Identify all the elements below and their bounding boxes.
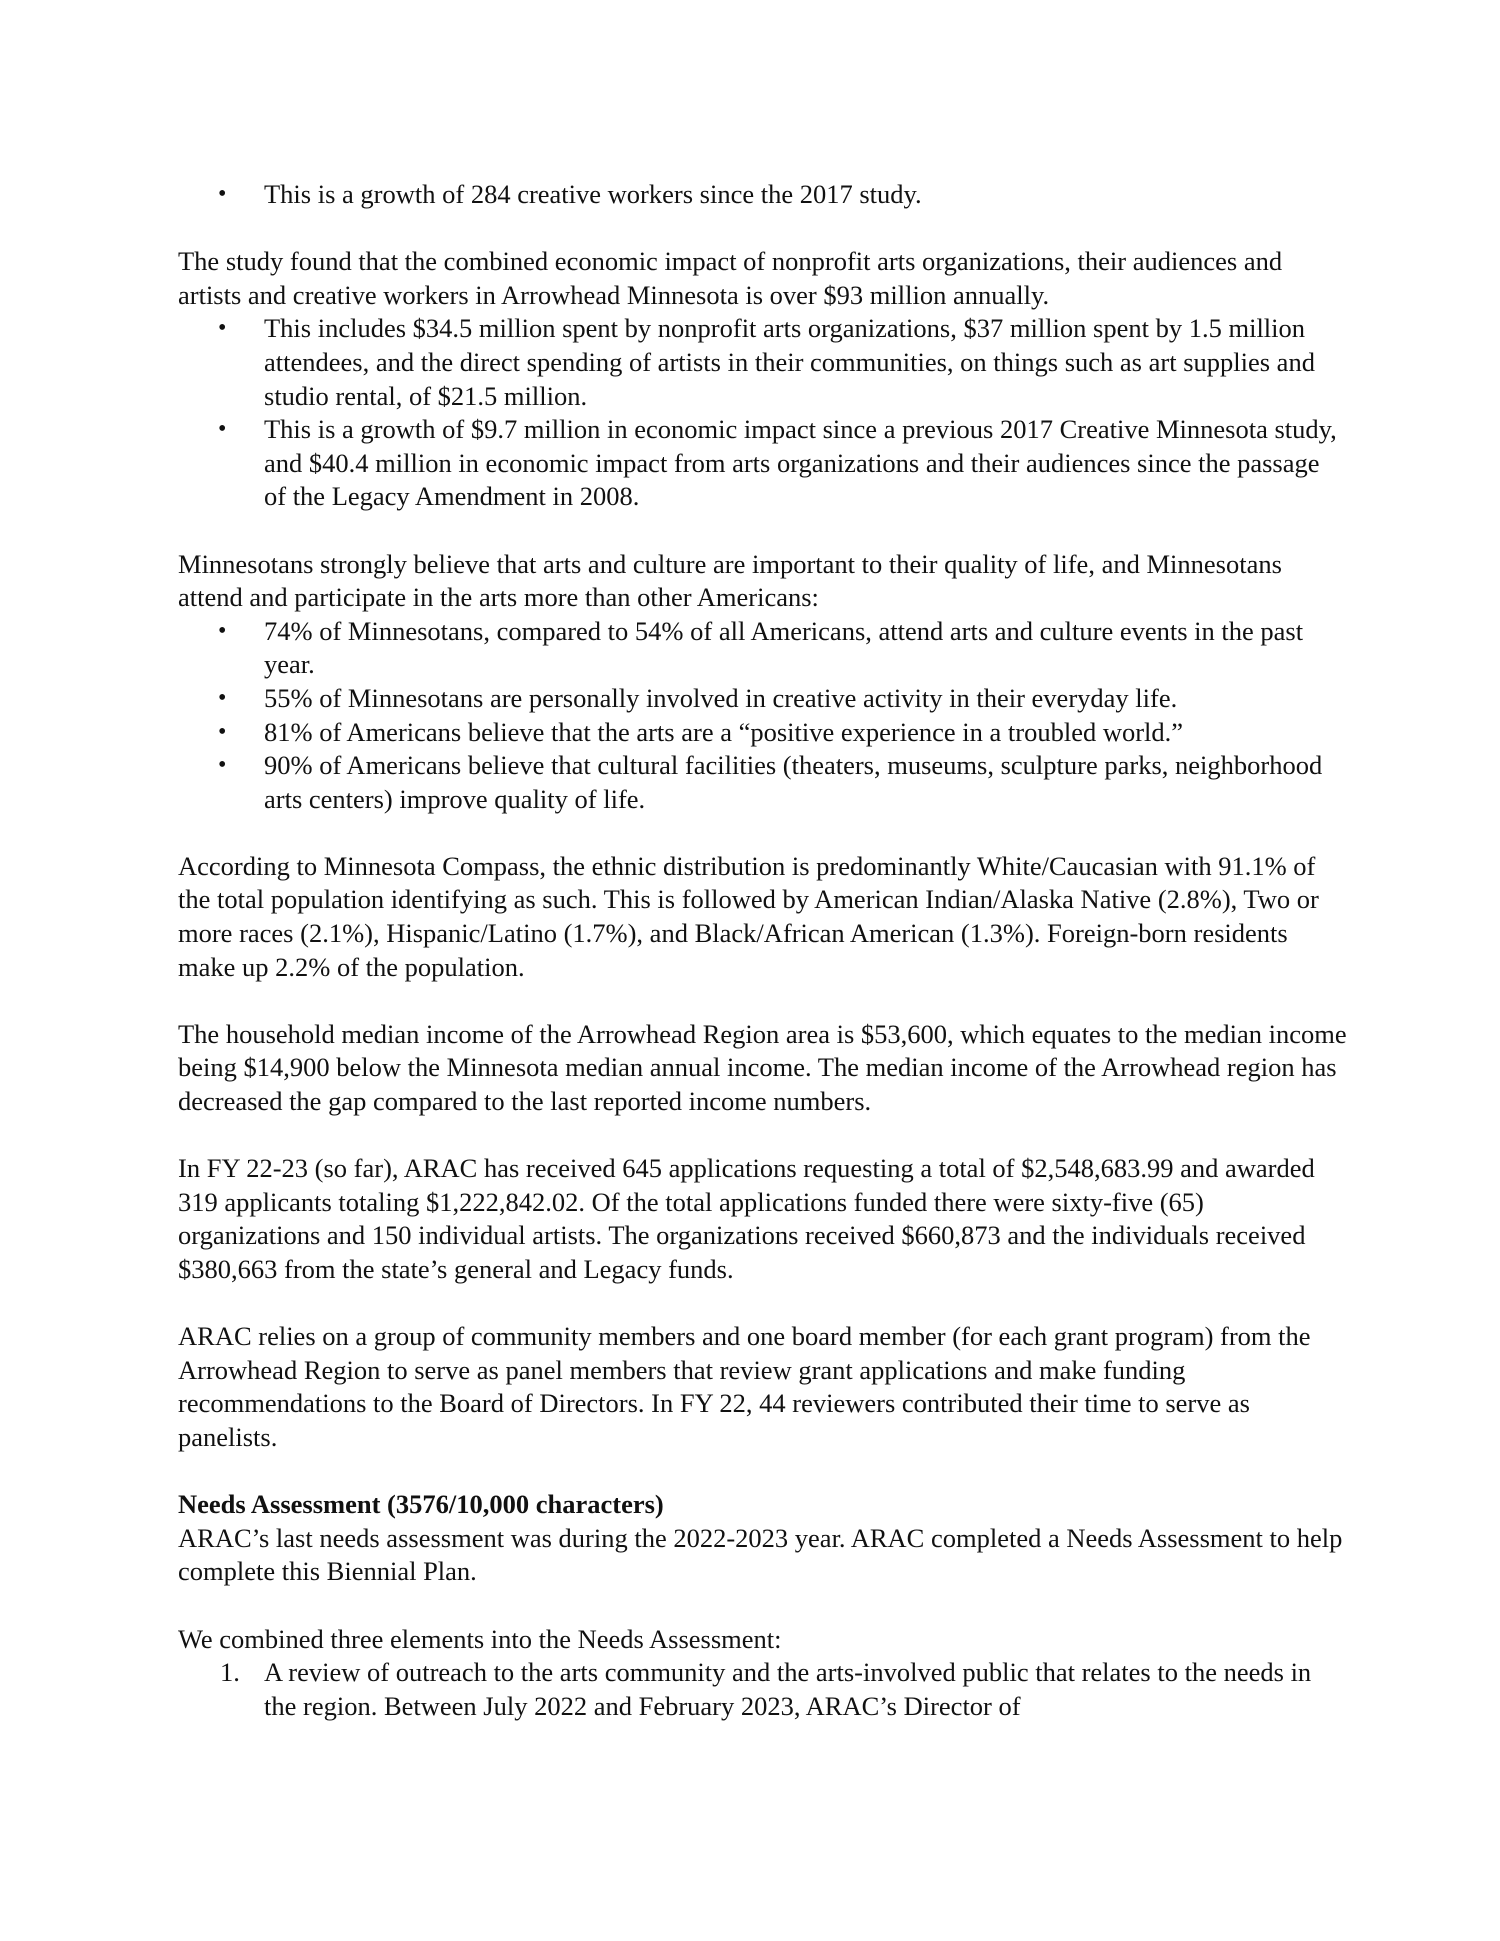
bullet-marker: •: [218, 416, 227, 443]
paragraph-economic-impact: The study found that the combined economic impact of nonprofit arts organizations, their audiences and artists and creative workers in Arrowhead Minnesota is over $93 million annually.: [178, 246, 1283, 310]
paragraph-combined-elements: We combined three elements into the Needs Assessment:: [178, 1623, 782, 1654]
bullet-marker: •: [218, 684, 227, 711]
numbered-list: [178, 1656, 1348, 1723]
list-item-text: 74% of Minnesotans, compared to 54% of all Americans, attend arts and culture events in the past year.: [264, 615, 1304, 680]
list-item: [178, 178, 1348, 212]
bullet-list-minnesotans: [178, 615, 1348, 817]
bullet-list-impact: [178, 312, 1348, 514]
paragraph-needs-assessment: ARAC’s last needs assessment was during the 2022-2023 year. ARAC completed a Needs Assessment to help complete this Biennial Plan.: [178, 1522, 1343, 1587]
list-item: [178, 615, 1348, 682]
bullet-marker: •: [218, 718, 227, 745]
list-item: [178, 749, 1348, 816]
paragraph-panel-reviewers: ARAC relies on a group of community members and one board member (for each grant program) from the Arrowhead Region to serve as panel members that review grant applications and make funding recommendations to the Board of Directors. In FY 22, 44 reviewers contributed their time to serve as panelists.: [178, 1321, 1311, 1452]
document-page: [178, 178, 1348, 1723]
bullet-marker: •: [218, 181, 227, 207]
bullet-marker: •: [218, 752, 227, 779]
paragraph-fy-applications: In FY 22-23 (so far), ARAC has received 645 applications requesting a total of $2,548,683.99 and awarded 319 applicants totaling $1,222,842.02. Of the total applications funded there were sixty-five (65) organizations and 150 individual artists. The organizations received $660,873 and the individuals received $380,663 from the state’s general and Legacy funds.: [178, 1153, 1315, 1284]
list-item: [178, 413, 1348, 514]
list-item: [178, 682, 1348, 716]
bullet-marker: •: [218, 617, 227, 644]
list-item-text: 55% of Minnesotans are personally involved in creative activity in their everyday life.: [264, 682, 1178, 713]
list-item-text: 90% of Americans believe that cultural facilities (theaters, museums, sculpture parks, neighborhood arts centers) improve quality of life.: [264, 750, 1323, 814]
paragraph-median-income: The household median income of the Arrowhead Region area is $53,600, which equates to the median income being $14,900 below the Minnesota median annual income. The median income of the Arrowhead region has decreased the gap compared to the last reported income numbers.: [178, 1018, 1347, 1117]
bullet-marker: •: [218, 315, 227, 342]
list-item-text: This is a growth of 284 creative workers since the 2017 study.: [264, 179, 922, 209]
list-number: 1.: [220, 1657, 240, 1688]
list-item: [178, 312, 1348, 413]
section-heading-needs-assessment: Needs Assessment (3576/10,000 characters): [178, 1489, 664, 1520]
paragraph-minnesotans: Minnesotans strongly believe that arts and culture are important to their quality of life, and Minnesotans attend and participate in the arts more than other Americans:: [178, 548, 1282, 613]
list-item-text: This is a growth of $9.7 million in economic impact since a previous 2017 Creative Minnesota study, and $40.4 million in economic impact from arts organizations and their audiences since the passage of the Legacy Amendment in 2008.: [264, 414, 1337, 512]
numbered-list-item: [178, 1656, 1348, 1723]
list-item: [178, 716, 1348, 750]
list-item-text: 81% of Americans believe that the arts are a “positive experience in a troubled world.”: [264, 716, 1184, 747]
list-item-text: This includes $34.5 million spent by nonprofit arts organizations, $37 million spent by 1.5 million attendees, and the direct spending of artists in their communities, on things such as art supplies and studio rental, of $21.5 million.: [264, 313, 1315, 411]
list-item-text: A review of outreach to the arts community and the arts-involved public that relates to the needs in the region. Between July 2022 and February 2023, ARAC’s Director of: [264, 1657, 1312, 1721]
paragraph-ethnic-distribution: According to Minnesota Compass, the ethnic distribution is predominantly White/Caucasian with 91.1% of the total population identifying as such. This is followed by American Indian/Alaska Native (2.8%), Two or more races (2.1%), Hispanic/Latino (1.7%), and Black/African American (1.3%). Foreign-born residents make up 2.2% of the population.: [178, 850, 1319, 982]
bullet-list-top: [178, 178, 1348, 212]
